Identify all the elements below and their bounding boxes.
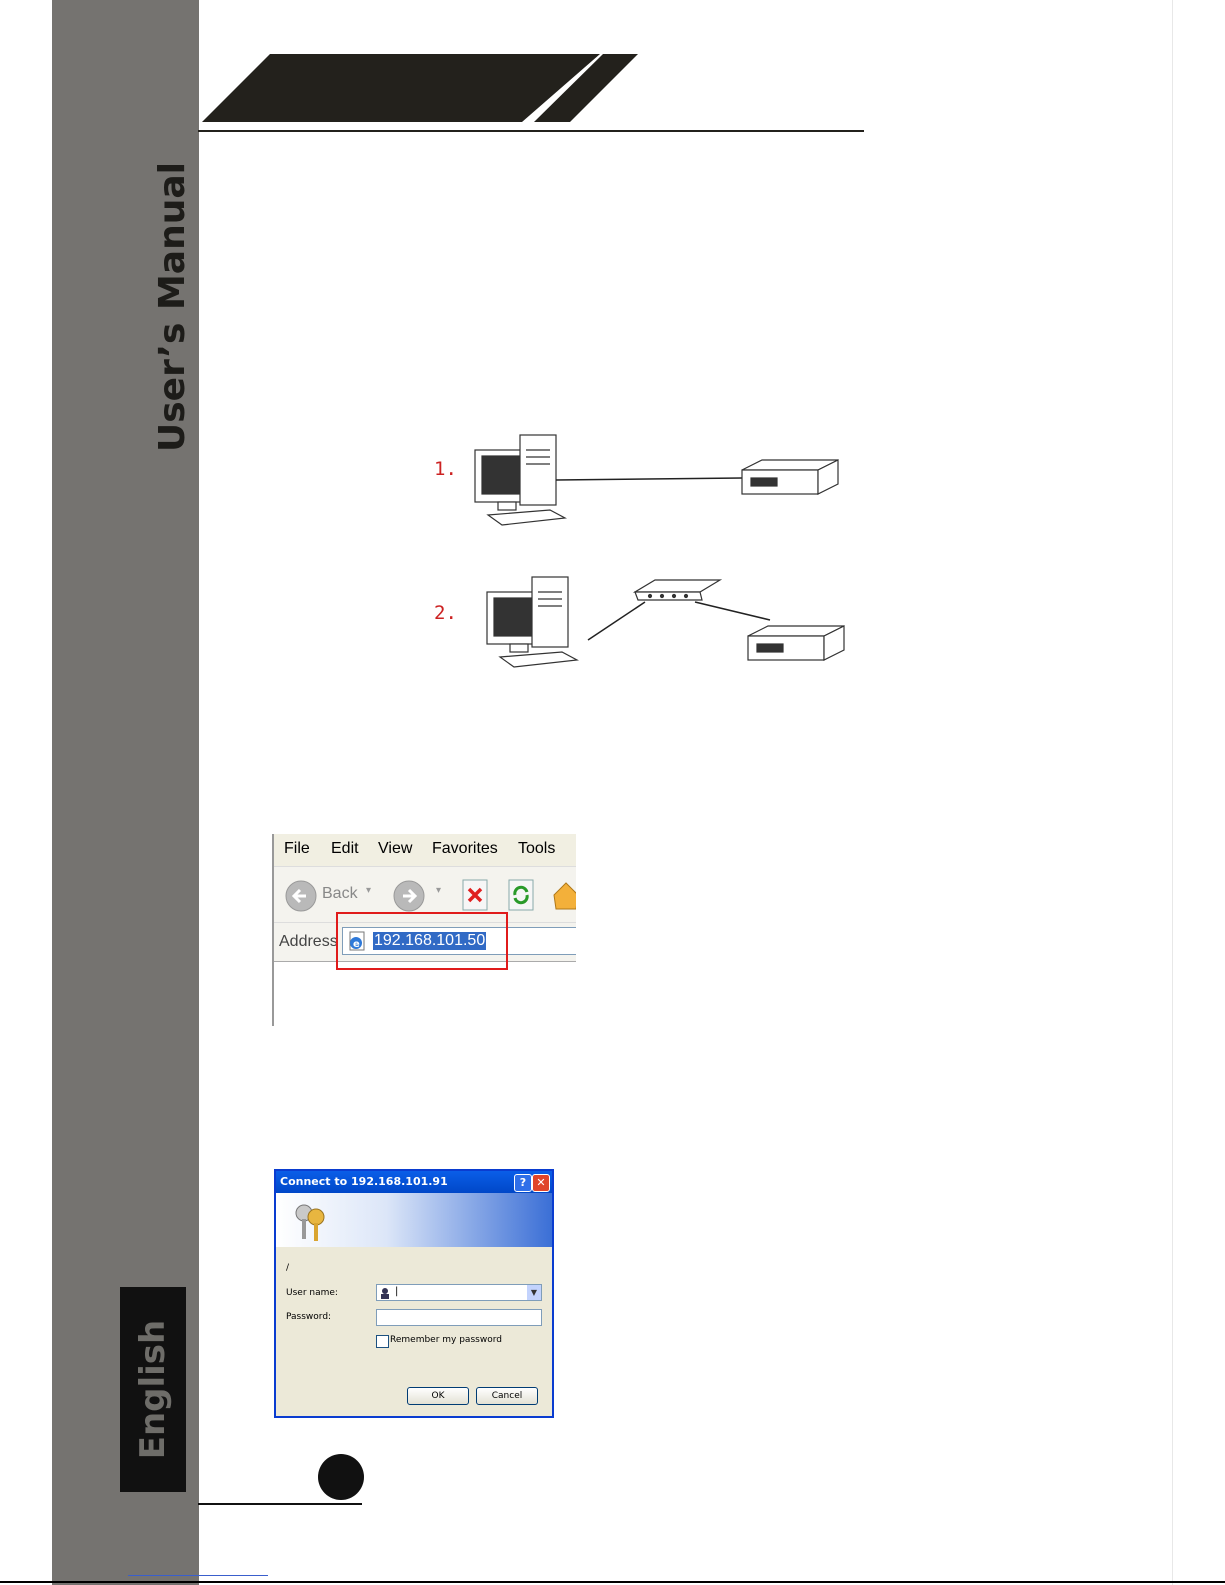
- dvr-device-icon: [748, 626, 844, 660]
- language-tab: [120, 1287, 186, 1492]
- menu-edit[interactable]: Edit: [331, 840, 359, 857]
- remember-label[interactable]: Remember my password: [390, 1335, 502, 1345]
- stop-icon[interactable]: [460, 877, 490, 913]
- password-label: Password:: [286, 1312, 332, 1322]
- back-dropdown-icon[interactable]: ▾: [366, 885, 372, 896]
- network-diagram: [470, 430, 870, 690]
- svg-text:e: e: [353, 939, 360, 950]
- page-bottom-rule: [0, 1581, 1225, 1583]
- dvr-device-icon: [742, 460, 838, 494]
- username-value: |: [395, 1286, 399, 1297]
- username-label: User name:: [286, 1288, 338, 1298]
- network-switch-icon: [635, 580, 720, 600]
- realm-label: /: [286, 1263, 290, 1273]
- menu-tools[interactable]: Tools: [518, 840, 556, 857]
- address-highlight-box: [336, 912, 508, 970]
- remember-checkbox[interactable]: [376, 1335, 389, 1348]
- password-field[interactable]: [376, 1309, 542, 1326]
- login-dialog: [274, 1169, 554, 1418]
- home-icon[interactable]: [550, 877, 576, 913]
- address-value[interactable]: 192.168.101.50: [374, 932, 486, 949]
- computer-icon: [475, 435, 565, 525]
- username-field[interactable]: [376, 1284, 542, 1301]
- page-number-dot: [318, 1454, 364, 1500]
- ok-button[interactable]: OK: [407, 1387, 469, 1405]
- user-icon: [379, 1287, 391, 1299]
- back-arrow-icon[interactable]: [284, 879, 318, 913]
- cancel-button[interactable]: Cancel: [476, 1387, 538, 1405]
- close-icon[interactable]: ✕: [532, 1174, 550, 1192]
- menu-view[interactable]: View: [378, 840, 413, 857]
- chapter-header-graphic: [198, 50, 864, 135]
- address-label: Address: [279, 933, 338, 950]
- forward-arrow-icon[interactable]: [392, 879, 426, 913]
- chevron-down-icon[interactable]: ▼: [527, 1285, 541, 1300]
- computer-icon: [487, 577, 577, 667]
- forward-dropdown-icon[interactable]: ▾: [436, 885, 442, 896]
- menu-file[interactable]: File: [284, 840, 310, 857]
- footer-rule: [198, 1503, 362, 1505]
- help-icon[interactable]: ?: [514, 1174, 532, 1192]
- dialog-banner: [276, 1193, 552, 1247]
- menu-bar: [274, 834, 576, 866]
- language-label: English: [133, 1319, 173, 1460]
- manual-title: User’s Manual: [152, 162, 193, 452]
- diagram-item-1-number: 1.: [434, 458, 457, 480]
- page-edge-rule: [1172, 0, 1173, 1585]
- dialog-title: Connect to 192.168.101.91: [276, 1171, 552, 1193]
- footer-link-underline: [128, 1575, 268, 1576]
- keys-icon: [290, 1201, 330, 1243]
- back-label[interactable]: Back: [322, 885, 358, 902]
- refresh-icon[interactable]: [506, 877, 536, 913]
- menu-favorites[interactable]: Favorites: [432, 840, 498, 857]
- diagram-item-2-number: 2.: [434, 602, 457, 624]
